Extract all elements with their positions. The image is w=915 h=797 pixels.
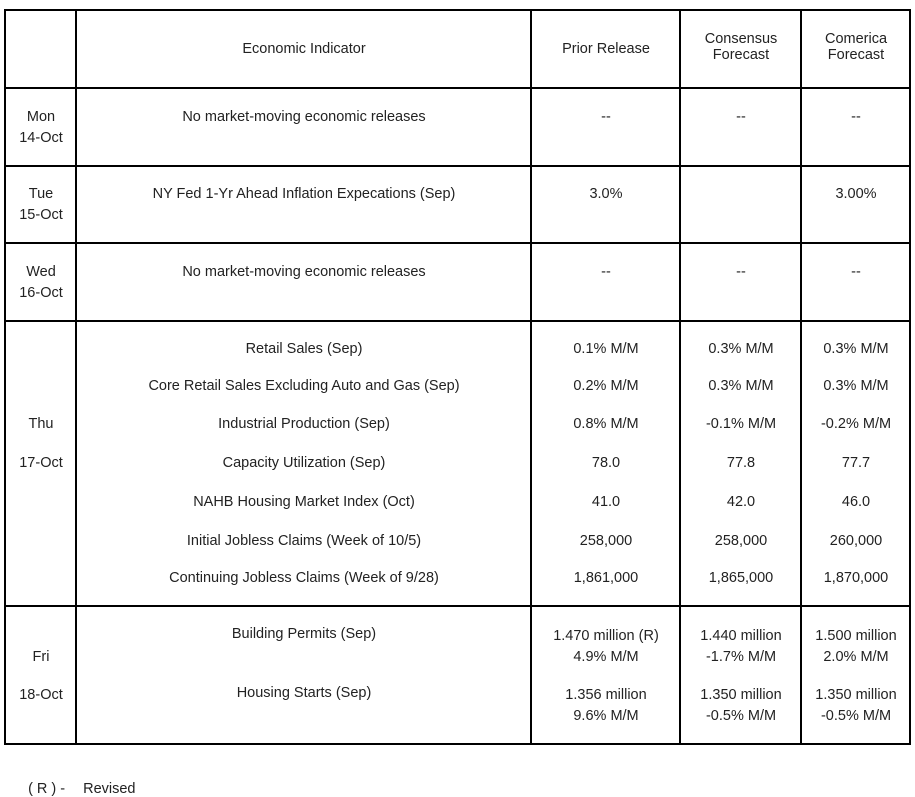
indicator-cell: Industrial Production (Sep): [218, 416, 390, 432]
header-comerica-forecast: [802, 31, 910, 63]
consensus-cell: 258,000: [714, 533, 768, 549]
date-label-thu: 17-Oct: [19, 455, 63, 471]
comerica-level: 1.350 million: [815, 687, 897, 703]
comerica-cell: --: [851, 109, 861, 125]
day-label: Mon: [26, 109, 56, 125]
prior-cell: 0.1% M/M: [573, 341, 639, 357]
indicator-cell: Core Retail Sales Excluding Auto and Gas (Sep): [148, 378, 460, 394]
prior-cell: 3.0%: [589, 186, 623, 202]
comerica-change: 2.0% M/M: [823, 649, 889, 665]
comerica-change: -0.5% M/M: [820, 708, 892, 724]
prior-cell: 1,861,000: [573, 570, 639, 586]
prior-cell: 0.2% M/M: [573, 378, 639, 394]
comerica-cell: 46.0: [841, 494, 871, 510]
consensus-cell: [681, 626, 801, 668]
footnote: [20, 765, 136, 797]
consensus-cell: -0.1% M/M: [705, 416, 777, 432]
header-prior-release: Prior Release: [562, 41, 650, 57]
footnote-label: ( R ) -: [28, 781, 66, 797]
comerica-cell: 1,870,000: [823, 570, 889, 586]
prior-cell: 78.0: [591, 455, 621, 471]
prior-change: 9.6% M/M: [573, 708, 639, 724]
consensus-level: 1.350 million: [700, 687, 782, 703]
consensus-change: -1.7% M/M: [705, 649, 777, 665]
prior-level: 1.470 million (R): [553, 628, 659, 644]
header-consensus-forecast: [681, 31, 801, 63]
consensus-cell: --: [736, 264, 746, 280]
consensus-cell: --: [736, 109, 746, 125]
comerica-cell: 3.00%: [835, 186, 877, 202]
prior-cell: [532, 626, 680, 668]
prior-cell: 0.8% M/M: [573, 416, 639, 432]
comerica-cell: [802, 626, 910, 668]
comerica-cell: 77.7: [841, 455, 871, 471]
prior-cell: --: [601, 264, 611, 280]
header-comerica-line1: Comerica: [824, 31, 888, 47]
prior-cell: 258,000: [579, 533, 633, 549]
date-label: 14-Oct: [19, 130, 63, 146]
consensus-cell: 0.3% M/M: [708, 341, 774, 357]
comerica-cell: 0.3% M/M: [823, 378, 889, 394]
indicator-cell: Retail Sales (Sep): [245, 341, 363, 357]
indicator-cell: No market-moving economic releases: [182, 109, 426, 125]
comerica-level: 1.500 million: [815, 628, 897, 644]
consensus-change: -0.5% M/M: [705, 708, 777, 724]
indicator-cell: Building Permits (Sep): [231, 626, 377, 642]
comerica-cell: --: [851, 264, 861, 280]
day-label: Tue: [28, 186, 54, 202]
day-label: Wed: [26, 264, 56, 280]
consensus-cell: 77.8: [726, 455, 756, 471]
header-comerica-line2: Forecast: [827, 47, 885, 63]
comerica-cell: 260,000: [829, 533, 883, 549]
prior-change: 4.9% M/M: [573, 649, 639, 665]
indicator-cell: Housing Starts (Sep): [236, 685, 372, 701]
comerica-cell: -0.2% M/M: [820, 416, 892, 432]
consensus-cell: 1,865,000: [708, 570, 774, 586]
date-label: 15-Oct: [19, 207, 63, 223]
date-cell-mon: [6, 107, 76, 149]
indicator-cell: Initial Jobless Claims (Week of 10/5): [186, 533, 422, 549]
date-cell-tue: [6, 184, 76, 226]
comerica-cell: 0.3% M/M: [823, 341, 889, 357]
footnote-text: Revised: [83, 781, 136, 797]
prior-cell: [532, 685, 680, 727]
header-economic-indicator: Economic Indicator: [242, 41, 366, 57]
indicator-cell: No market-moving economic releases: [182, 264, 426, 280]
comerica-cell: [802, 685, 910, 727]
prior-level: 1.356 million: [565, 687, 647, 703]
day-label-thu: Thu: [28, 416, 54, 432]
indicator-cell: NY Fed 1-Yr Ahead Inflation Expecations (Sep): [152, 186, 456, 202]
consensus-cell: [681, 685, 801, 727]
header-consensus-line1: Consensus: [704, 31, 778, 47]
consensus-level: 1.440 million: [700, 628, 782, 644]
consensus-cell: 42.0: [726, 494, 756, 510]
header-consensus-line2: Forecast: [712, 47, 770, 63]
consensus-cell: 0.3% M/M: [708, 378, 774, 394]
prior-cell: 41.0: [591, 494, 621, 510]
indicator-cell: Continuing Jobless Claims (Week of 9/28): [169, 570, 439, 586]
indicator-cell: Capacity Utilization (Sep): [222, 455, 386, 471]
date-label-fri: 18-Oct: [19, 687, 63, 703]
date-cell-wed: [6, 262, 76, 304]
day-label-fri: Fri: [32, 649, 50, 665]
indicator-cell: NAHB Housing Market Index (Oct): [193, 494, 415, 510]
date-label: 16-Oct: [19, 285, 63, 301]
prior-cell: --: [601, 109, 611, 125]
